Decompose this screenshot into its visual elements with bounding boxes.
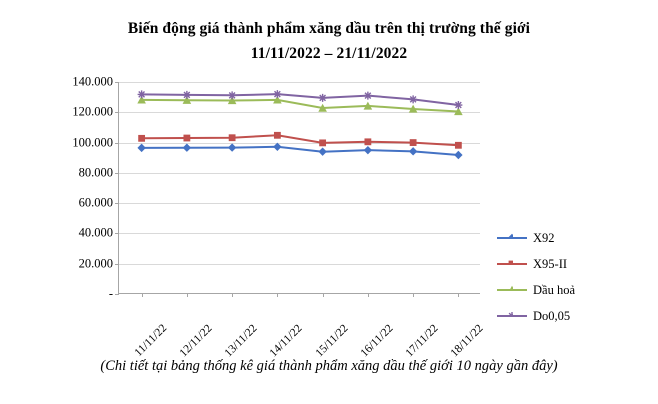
- chart-footnote: (Chi tiết tại bảng thống kê giá thành phẩm xăng dầu thế giới 10 ngày gần đây): [100, 358, 558, 374]
- x-tick-label: [267, 315, 312, 360]
- legend-marker-icon: [497, 258, 527, 270]
- x-tick-label-text: 16/11/22: [358, 322, 396, 360]
- data-point-marker: [364, 146, 372, 154]
- data-point-marker: [183, 135, 190, 142]
- plot-area: [72, 74, 486, 360]
- data-point-marker: [183, 91, 191, 99]
- legend-marker-icon: [497, 284, 527, 296]
- legend-item-d-u-ho-[interactable]: [497, 277, 575, 303]
- data-point-marker: [364, 138, 371, 145]
- data-point-marker: [364, 92, 372, 100]
- data-point-marker: [454, 151, 462, 159]
- x-tick-label: [177, 315, 221, 360]
- data-point-marker: [183, 144, 191, 152]
- x-tick-label: [313, 315, 357, 360]
- data-point-marker: [274, 132, 281, 139]
- x-tick-label-text: 18/11/22: [448, 322, 486, 360]
- legend-item-x95-ii[interactable]: [497, 251, 575, 277]
- legend-marker-icon: [497, 232, 527, 244]
- legend-item-label: Do0,05: [533, 309, 571, 323]
- x-tick-label: [403, 315, 448, 360]
- chart-title-line-1: Biến động giá thành phẩm xăng dầu trên thị trường thế giới: [127, 20, 531, 37]
- data-point-marker: [454, 101, 462, 109]
- x-tick-label: [448, 315, 493, 360]
- x-tick-label-text: 15/11/22: [313, 322, 351, 360]
- legend-item-label: X95-II: [533, 257, 568, 271]
- data-point-marker: [319, 94, 327, 102]
- chart-legend: [497, 225, 575, 329]
- x-tick-label: [132, 315, 176, 360]
- data-point-marker: [138, 90, 146, 98]
- data-point-marker: [228, 143, 236, 151]
- x-tick-label-text: 14/11/22: [267, 322, 305, 360]
- chart-title-line-2: 11/11/2022 – 21/11/2022: [250, 45, 408, 62]
- data-point-marker: [273, 90, 281, 98]
- legend-marker-icon: [497, 310, 527, 322]
- data-point-marker: [229, 134, 236, 141]
- data-point-marker: [273, 143, 281, 151]
- data-point-marker: [319, 139, 326, 146]
- x-tick-label-text: 12/11/22: [177, 322, 215, 360]
- data-point-marker: [318, 147, 326, 155]
- data-point-marker: [409, 95, 417, 103]
- series-layer: [119, 82, 481, 294]
- data-point-marker: [138, 135, 145, 142]
- y-tick-label: 40.000: [78, 225, 113, 240]
- data-point-marker: [410, 139, 417, 146]
- y-tick-label: 120.000: [72, 104, 113, 119]
- data-point-marker: [409, 147, 417, 155]
- x-tick-label: [358, 315, 402, 360]
- y-tick-mark: [115, 294, 119, 295]
- x-tick-label: [222, 315, 267, 360]
- data-point-marker: [455, 142, 462, 149]
- y-tick-label: 140.000: [72, 74, 113, 89]
- chart-title: [0, 16, 658, 66]
- data-point-marker: [228, 91, 236, 99]
- x-tick-label-text: 17/11/22: [403, 322, 441, 360]
- y-tick-label: -: [108, 286, 113, 301]
- legend-item-label: X92: [533, 231, 555, 245]
- x-tick-label-text: 11/11/22: [132, 322, 169, 360]
- x-tick-label-text: 13/11/22: [222, 322, 260, 360]
- legend-item-label: Dầu hoả: [533, 283, 575, 297]
- legend-item-x92[interactable]: [497, 225, 575, 251]
- chart-canvas: [0, 70, 658, 370]
- legend-item-do0-05[interactable]: [497, 303, 575, 329]
- y-tick-label: 60.000: [78, 195, 113, 210]
- y-tick-label: 100.000: [72, 135, 113, 150]
- y-tick-label: 20.000: [78, 256, 113, 271]
- y-tick-label: 80.000: [78, 165, 113, 180]
- data-point-marker: [137, 144, 145, 152]
